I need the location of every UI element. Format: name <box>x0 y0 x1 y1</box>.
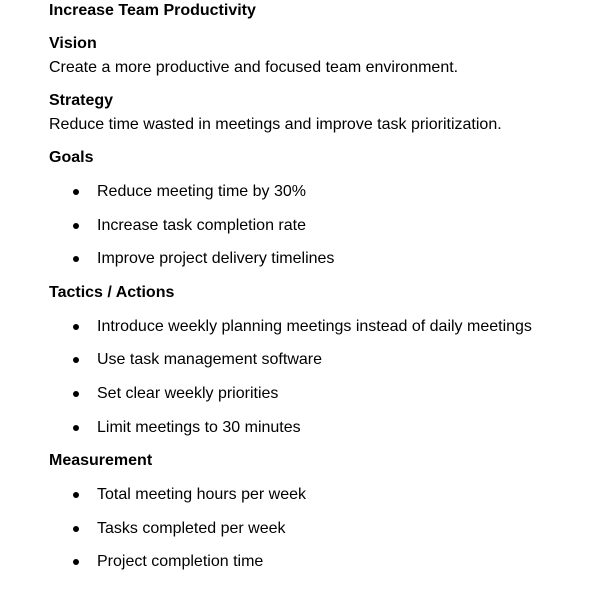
bullet-icon <box>73 559 79 565</box>
bullet-icon <box>73 391 79 397</box>
bullet-icon <box>73 324 79 330</box>
tactics-item-text: Introduce weekly planning meetings instead of daily meetings <box>97 318 532 335</box>
tactics-item-text: Limit meetings to 30 minutes <box>97 419 301 436</box>
strategy-text: Reduce time wasted in meetings and improve task prioritization. <box>49 116 502 133</box>
bullet-icon <box>73 526 79 532</box>
bullet-icon <box>73 492 79 498</box>
bullet-icon <box>73 357 79 363</box>
document-title: Increase Team Productivity <box>49 2 256 19</box>
tactics-heading: Tactics / Actions <box>49 284 175 301</box>
measurement-item-text: Project completion time <box>97 553 264 570</box>
bullet-icon <box>73 189 79 195</box>
measurement-heading: Measurement <box>49 452 153 469</box>
vision-heading: Vision <box>49 35 97 52</box>
bullet-icon <box>73 223 79 229</box>
vision-text: Create a more productive and focused team environment. <box>49 59 459 76</box>
bullet-icon <box>73 425 79 431</box>
strategy-heading: Strategy <box>49 92 114 109</box>
bullet-icon <box>73 256 79 262</box>
goals-item-text: Improve project delivery timelines <box>97 250 335 267</box>
measurement-item-text: Tasks completed per week <box>97 520 286 537</box>
goals-heading: Goals <box>49 149 94 166</box>
measurement-item-text: Total meeting hours per week <box>97 486 306 503</box>
tactics-item-text: Set clear weekly priorities <box>97 385 279 402</box>
goals-item-text: Reduce meeting time by 30% <box>97 183 306 200</box>
goals-item-text: Increase task completion rate <box>97 217 306 234</box>
tactics-item-text: Use task management software <box>97 351 322 368</box>
